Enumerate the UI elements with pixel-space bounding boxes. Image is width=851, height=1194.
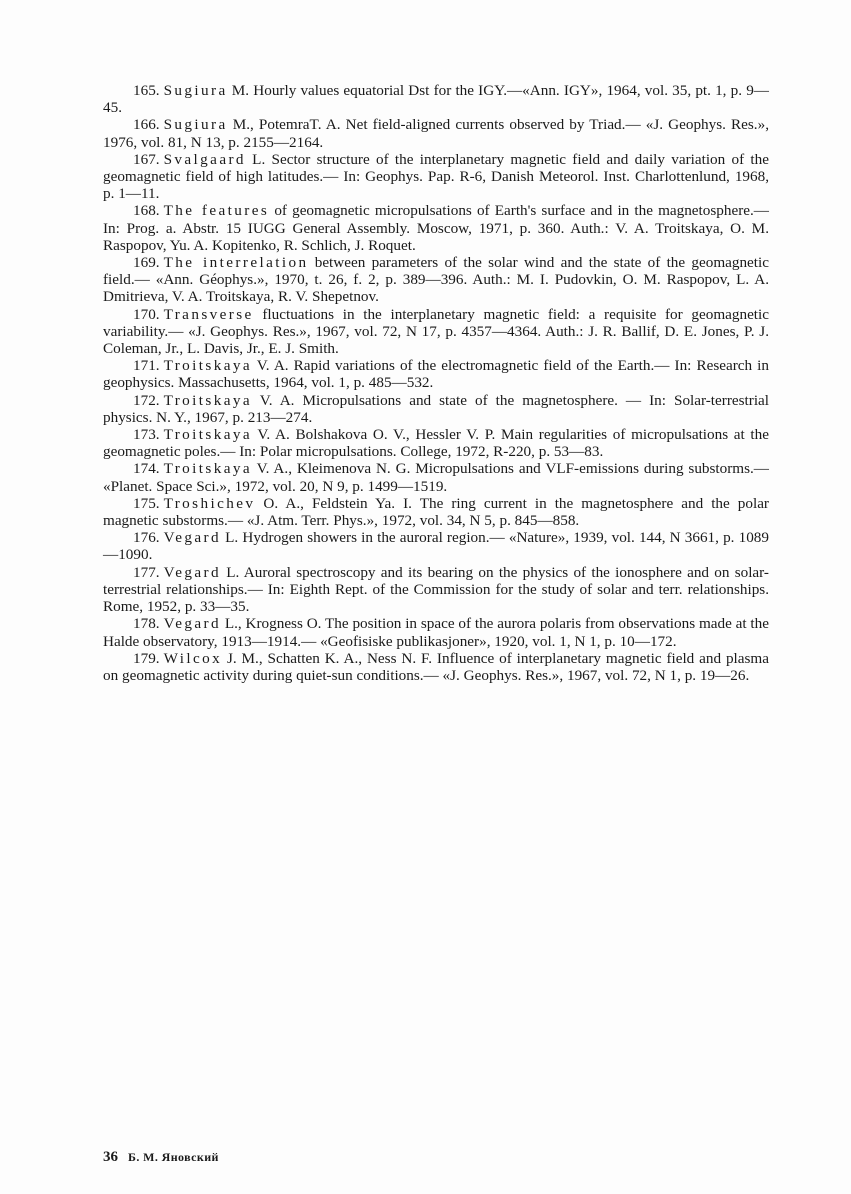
reference-item [103,254,769,306]
reference-text: V. A. Micropulsations and state of the magnetosphere. — In: Solar-terrestrial physics. N. Y., 1967, p. 213—274. [103,391,769,426]
reference-author: Sugiura [163,116,228,134]
reference-number: 165. [133,82,160,99]
reference-number: 172. [133,391,160,409]
reference-item [103,306,769,358]
reference-item [103,82,769,116]
reference-author: Troshichev [163,494,256,512]
reference-author: Vegard [163,529,221,547]
reference-number: 167. [133,150,160,168]
reference-number: 175. [133,494,160,512]
reference-item [103,495,769,529]
reference-text: M. Hourly values equatorial Dst for the IGY.—«Ann. IGY», 1964, vol. 35, pt. 1, p. 9—45. [103,82,769,117]
reference-author: The interrelation [163,254,309,272]
reference-list [103,82,769,684]
reference-author: Transverse [163,305,254,323]
reference-author: Svalgaard [163,150,246,168]
reference-number: 177. [133,563,160,581]
reference-number: 174. [133,460,160,478]
reference-text: J. M., Schatten K. A., Ness N. F. Influence of interplanetary magnetic field and plasma on geomagnetic activity during quiet-sun conditions.— «J. Geophys. Res.», 1967, vol. 72, N 1, p. 19—26. [103,649,769,684]
reference-text: M., PotemraT. A. Net field-aligned currents observed by Triad.— «J. Geophys. Res.», 1976, vol. 81, N 13, p. 2155—2164. [103,116,769,151]
reference-text: L. Hydrogen showers in the auroral region.— «Nature», 1939, vol. 144, N 3661, p. 1089—1090. [103,529,769,564]
reference-text: L. Sector structure of the interplanetary magnetic field and daily variation of the geomagnetic field of high latitudes.— In: Geophys. Pap. R-6, Danish Meteorol. Inst. Charlottenlund, 1968, p. 1—11. [103,150,769,203]
reference-item [103,357,769,391]
reference-author: Vegard [163,563,221,581]
reference-number: 168. [133,202,160,220]
reference-number: 176. [133,529,160,547]
reference-item [103,392,769,426]
reference-item [103,615,769,649]
reference-text: of geomagnetic micropulsations of Earth's surface and in the magnetosphere.— In: Prog. a. Abstr. 15 IUGG General Assembly. Moscow, 1971, p. 360. Auth.: V. A. Troitskaya, O. M. Raspopov, Yu. A. Kopitenko, R. Schlich, J. Roquet. [103,202,769,254]
reference-number: 173. [133,426,160,444]
reference-text: L. Auroral spectroscopy and its bearing on the physics of the ionosphere and on solar-terrestrial relationships.— In: Eighth Rept. of the Commission for the study of solar and terr. relationships. Rome, 1952, p. 33—35. [103,563,769,616]
reference-author: Vegard [163,615,221,633]
reference-author: The features [163,202,270,220]
reference-number: 178. [133,615,160,633]
reference-text: O. A., Feldstein Ya. I. The ring current in the magnetosphere and the polar magnetic substorms.— «J. Atm. Terr. Phys.», 1972, vol. 34, N 5, p. 845—858. [103,494,769,530]
reference-item [103,529,769,563]
reference-author: Troitskaya [163,460,252,478]
reference-number: 179. [133,649,160,667]
reference-author: Sugiura [163,82,228,99]
reference-number: 170. [133,305,160,323]
reference-text: L., Krogness O. The position in space of the aurora polaris from observations made at the Halde observatory, 1913—1914.— «Geofisiske publikasjoner», 1920, vol. 1, N 1, p. 10—172. [103,615,769,650]
reference-item [103,202,769,254]
page-number: 36 [103,1149,118,1165]
reference-author: Troitskaya [163,426,252,444]
reference-text: between parameters of the solar wind and the state of the geomagnetic field.— «Ann. Géophys.», 1970, t. 26, f. 2, p. 389—396. Auth.: M. I. Pudovkin, O. M. Raspopov, L. A. Dmitrieva, V. A. Troitskaya, R. V. Shepetnov. [103,254,769,306]
reference-author: Troitskaya [163,357,252,375]
reference-text: fluctuations in the interplanetary magnetic field: a requisite for geomagnetic variability.— «J. Geophys. Res.», 1967, vol. 72, N 17, p. 4357—4364. Auth.: J. R. Ballif, D. E. Jones, P. J. Coleman, Jr., L. Davis, Jr., E. J. Smith. [103,305,769,358]
reference-item [103,116,769,150]
reference-author: Wilcox [163,649,223,667]
page-footer [103,1148,219,1166]
reference-text: V. A., Kleimenova N. G. Micropulsations and VLF-emissions during substorms.— «Planet. Space Sci.», 1972, vol. 20, N 9, p. 1499—1519. [103,460,769,495]
running-author: Б. М. Яновский [128,1150,219,1164]
reference-author: Troitskaya [163,391,252,409]
reference-number: 169. [133,254,160,272]
reference-item [103,460,769,494]
reference-item [103,564,769,616]
reference-item [103,650,769,684]
reference-text: V. A. Rapid variations of the electromagnetic field of the Earth.— In: Research in geophysics. Massachusetts, 1964, vol. 1, p. 485—532. [103,357,769,392]
reference-text: V. A. Bolshakova O. V., Hessler V. P. Main regularities of micropulsations at the geomagnetic poles.— In: Polar micropulsations. College, 1972, R-220, p. 53—83. [103,426,769,461]
reference-item [103,151,769,203]
reference-item [103,426,769,460]
reference-number: 171. [133,357,160,375]
reference-number: 166. [133,116,160,134]
